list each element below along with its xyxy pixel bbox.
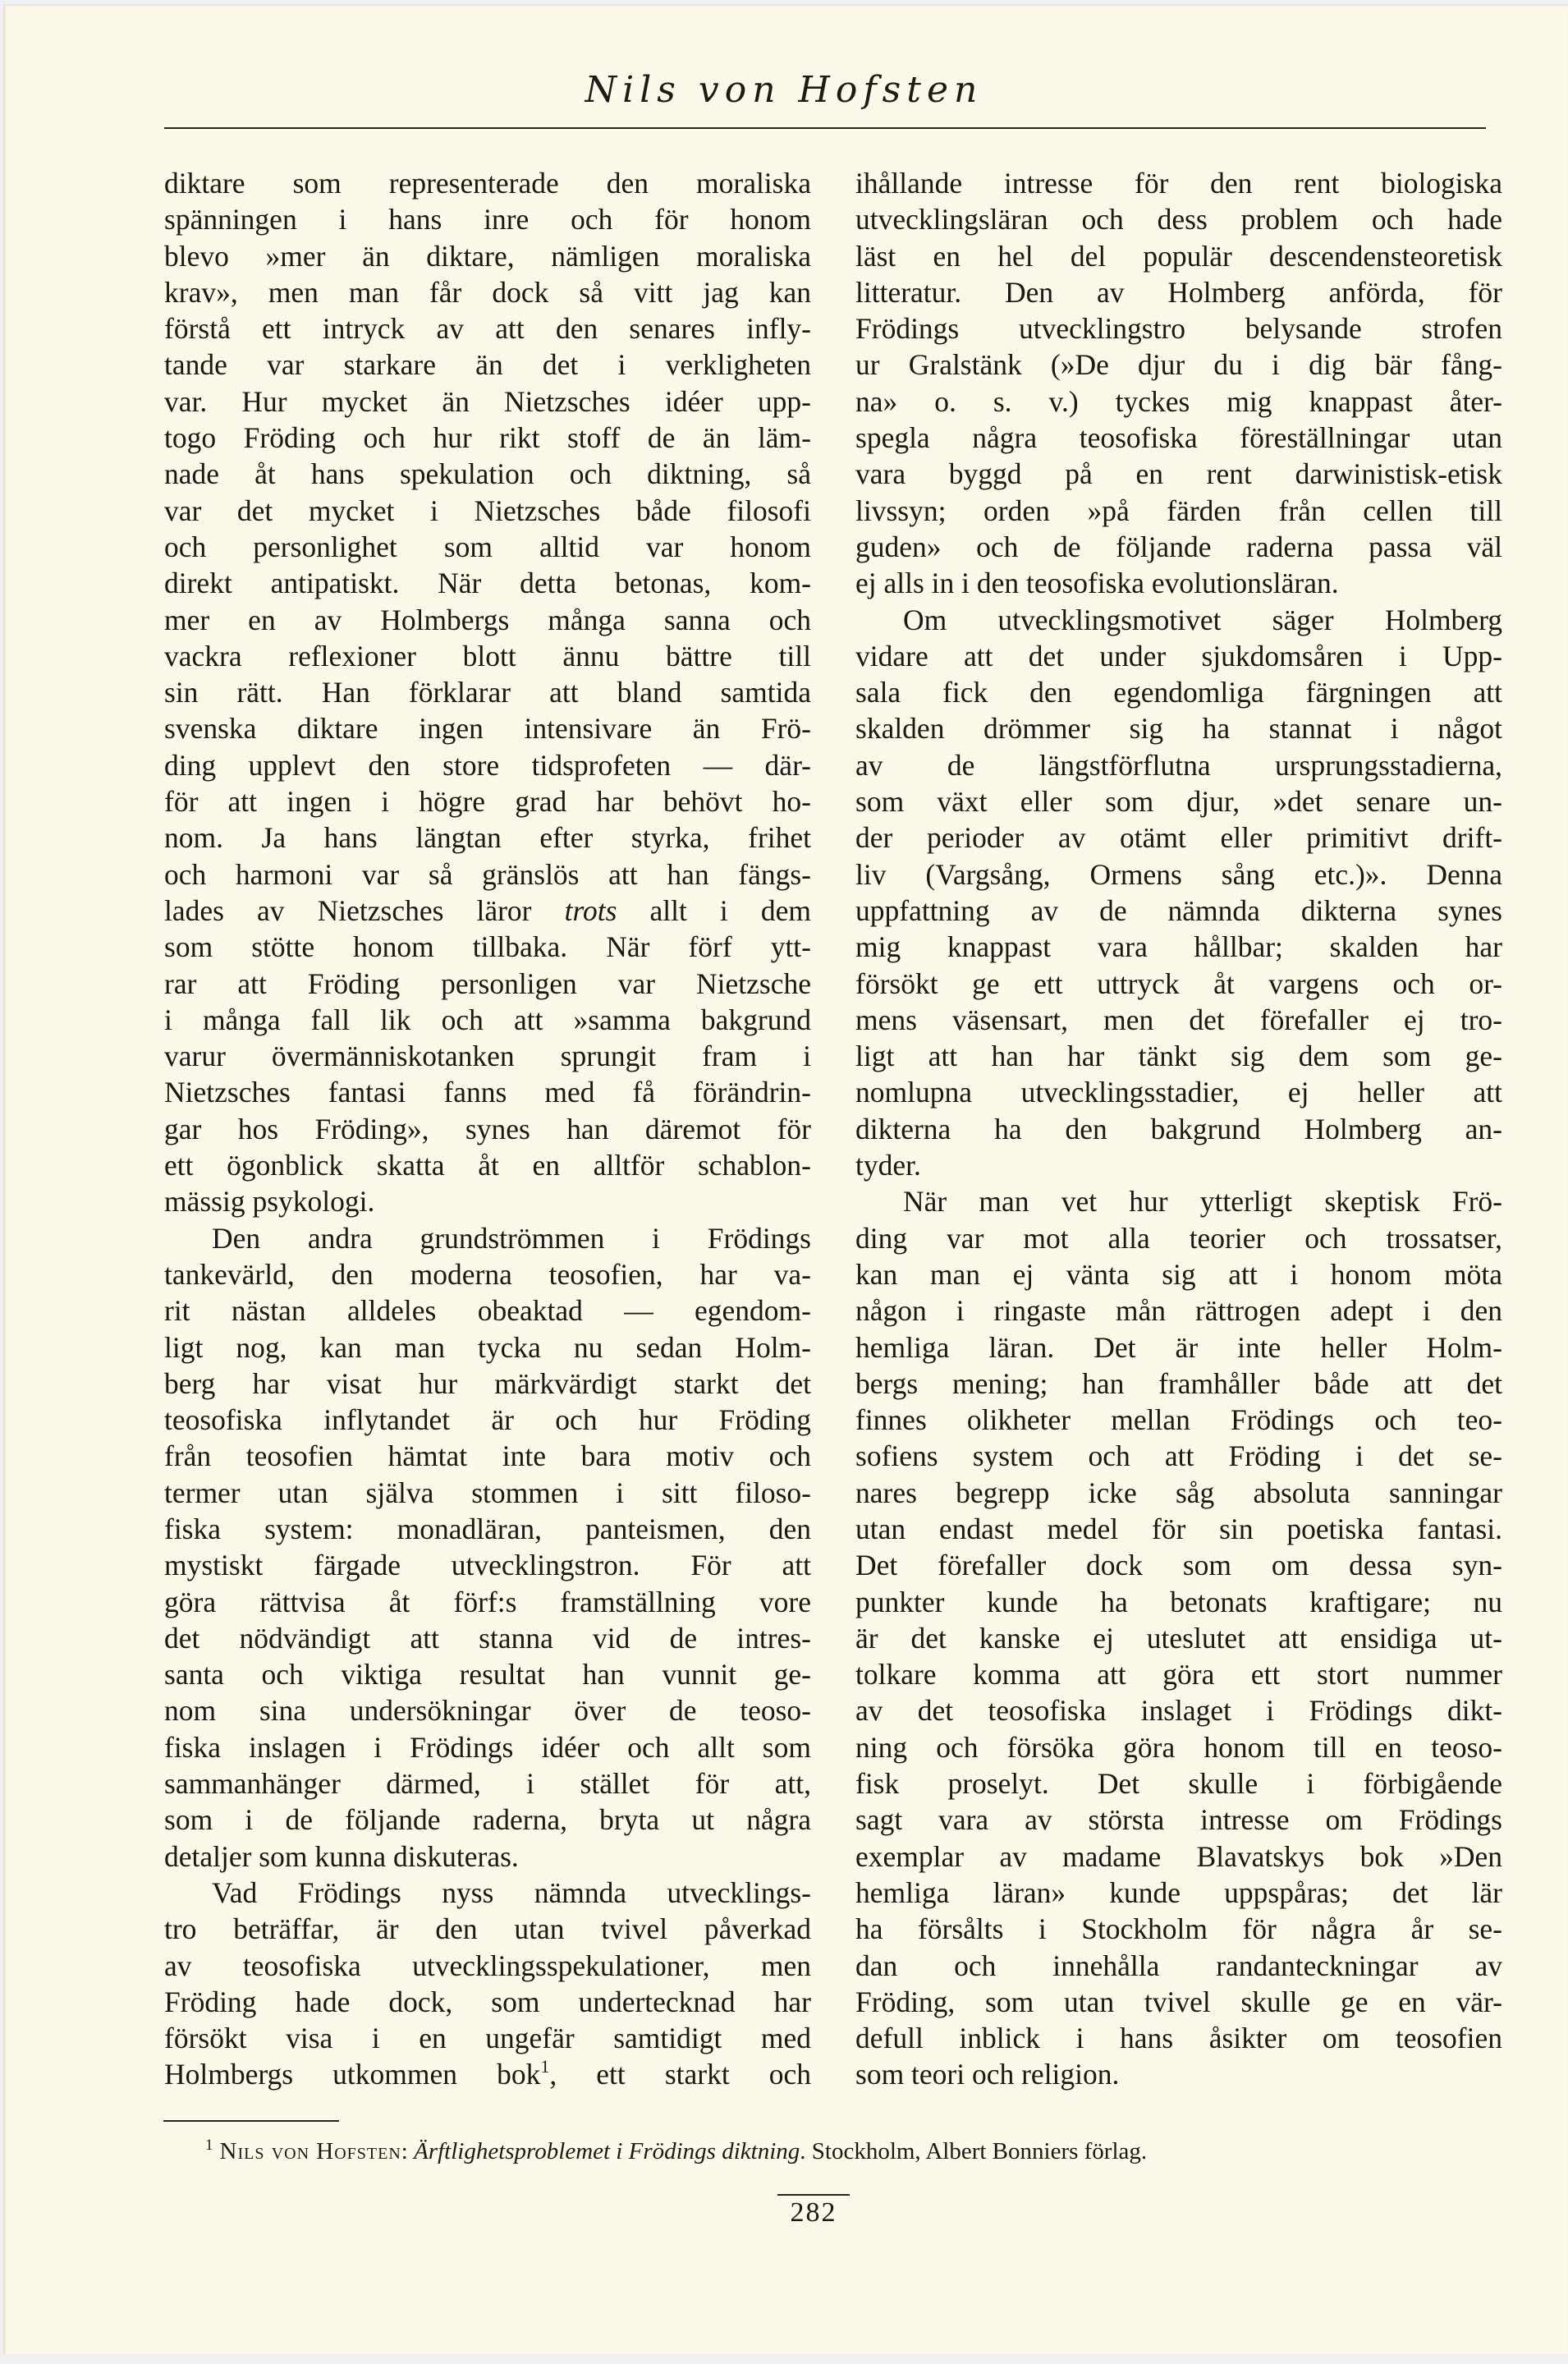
text-line: ligt att han har tänkt sig dem som ge- — [855, 1040, 1502, 1073]
text-line: hemliga läran» kunde uppspåras; det lär — [855, 1875, 1502, 1909]
text-line: tankevärld, den moderna teosofien, har va- — [164, 1257, 811, 1291]
footnote-separator: : — [401, 2138, 415, 2164]
text-line: fiska system: monadläran, panteismen, den — [164, 1512, 811, 1545]
text-line: ligt nog, kan man tycka nu sedan Holm- — [164, 1330, 811, 1364]
text-line: tande var starkare än det i verkligheten — [164, 348, 811, 382]
text-line: Vad Frödings nyss nämnda utvecklings- — [212, 1875, 811, 1909]
text-line: är det kanske ej uteslutet att ensidiga ut- — [855, 1621, 1502, 1655]
text-line: blevo »mer än diktare, nämligen moraliska — [164, 239, 811, 273]
text-line: liv (Vargsång, Ormens sång etc.)». Denna — [855, 857, 1502, 891]
text-line: av det teosofiska inslaget i Frödings dikt- — [855, 1694, 1502, 1728]
text-line: teosofiska inflytandet är och hur Fröding — [164, 1403, 811, 1437]
text-line: na» o. s. v.) tyckes mig knappast åter- — [855, 384, 1502, 418]
text-line: av de längstförflutna ursprungsstadierna, — [855, 748, 1502, 782]
text-line: Det förefaller dock som om dessa syn- — [855, 1549, 1502, 1582]
text-line: varur övermänniskotanken sprungit fram i — [164, 1040, 811, 1073]
text-line: hemliga läran. Det är inte heller Holm- — [855, 1330, 1502, 1364]
text-line: ding upplevt den store tidsprofeten — där- — [164, 748, 811, 782]
text-line: ett ögonblick skatta åt en alltför schablon- — [164, 1149, 811, 1182]
text-line: svenska diktare ingen intensivare än Frö- — [164, 712, 811, 746]
text-line: nom sina undersökningar över de teoso- — [164, 1694, 811, 1728]
text-line: ur Gralstänk (»De djur du i dig bär fång- — [855, 348, 1502, 382]
text-line: rar att Fröding personligen var Nietzsche — [164, 966, 811, 1000]
right-column — [855, 165, 1502, 2093]
footnote-reference[interactable]: 1 — [540, 2056, 550, 2077]
text-line: defull inblick i hans åsikter om teosofien — [855, 2022, 1502, 2055]
text-line: guden» och de följande raderna passa väl — [855, 530, 1502, 563]
text-line: Den andra grundströmmen i Frödings — [212, 1221, 811, 1255]
text-segment: Holmbergs utkommen bok — [164, 2058, 541, 2091]
text-line: kan man ej vänta sig att i honom möta — [855, 1257, 1502, 1291]
text-line: nares begrepp icke såg absoluta sanningar — [855, 1476, 1502, 1509]
text-line — [164, 893, 811, 929]
text-line: rit nästan alldeles obeaktad — egendom- — [164, 1294, 811, 1328]
text-line: När man vet hur ytterligt skeptisk Frö- — [903, 1185, 1502, 1219]
text-line: mystiskt färgade utvecklingstron. För att — [164, 1549, 811, 1582]
text-line: mer en av Holmbergs många sanna och — [164, 603, 811, 636]
text-line: vara byggd på en rent darwinistisk-etisk — [855, 457, 1502, 491]
text-segment: , ett starkt och — [549, 2058, 812, 2091]
text-line: tyder. — [855, 1149, 921, 1182]
footnote-publisher: . Stockholm, Albert Bonniers förlag. — [800, 2138, 1148, 2164]
text-line: spegla några teosofiska föreställningar utan — [855, 421, 1502, 455]
text-line: der perioder av otämt eller primitivt drift- — [855, 821, 1502, 855]
text-line: Fröding, som utan tvivel skulle ge en vär- — [855, 1985, 1502, 2018]
emphasis-text: trots — [564, 893, 617, 927]
text-line: uppfattning av de nämnda dikterna synes — [855, 893, 1502, 927]
text-line: ha försålts i Stockholm för några år se- — [855, 1912, 1502, 1946]
text-line: för att ingen i högre grad har behövt ho- — [164, 785, 811, 819]
text-line: direkt antipatiskt. När detta betonas, kom- — [164, 567, 811, 600]
text-line: från teosofien hämtat inte bara motiv och — [164, 1439, 811, 1473]
text-line: förstå ett intryck av att den senares infly- — [164, 312, 811, 346]
text-line: litteratur. Den av Holmberg anförda, för — [855, 275, 1502, 309]
text-line: läst en hel del populär descendensteoretisk — [855, 239, 1502, 273]
text-line: försökt ge ett uttryck åt vargens och or- — [855, 966, 1502, 1000]
header-rule — [164, 127, 1486, 129]
text-line: ding var mot alla teorier och trossatser, — [855, 1221, 1502, 1255]
text-line: försökt visa i en ungefär samtidigt med — [164, 2022, 811, 2055]
text-line: nade åt hans spekulation och diktning, så — [164, 457, 811, 491]
text-line: livssyn; orden »på färden från cellen till — [855, 493, 1502, 527]
text-line: berg har visat hur märkvärdigt starkt det — [164, 1366, 811, 1400]
text-line: Frödings utvecklingstro belysande strofen — [855, 312, 1502, 346]
text-line: gar hos Fröding», synes han däremot för — [164, 1112, 811, 1145]
text-line: som teori och religion. — [855, 2058, 1120, 2091]
text-line: detaljer som kunna diskuteras. — [164, 1839, 519, 1873]
text-line: dan och innehålla randanteckningar av — [855, 1949, 1502, 1982]
text-line: vackra reflexioner blott ännu bättre till — [164, 639, 811, 672]
text-line: var det mycket i Nietzsches både filosofi — [164, 493, 811, 527]
text-line: nomlupna utvecklingsstadier, ej heller att — [855, 1076, 1502, 1109]
text-line: exemplar av madame Blavatskys bok »Den — [855, 1839, 1502, 1873]
text-line: sammanhänger därmed, i stället för att, — [164, 1767, 811, 1801]
text-line: santa och viktiga resultat han vunnit ge- — [164, 1658, 811, 1692]
text-line: sagt vara av största intresse om Frödings — [855, 1803, 1502, 1837]
text-line: Om utvecklingsmotivet säger Holmberg — [903, 603, 1502, 636]
text-line: ej alls in i den teosofiska evolutionsläran. — [855, 567, 1339, 600]
text-line: tro beträffar, är den utan tvivel påverkad — [164, 1912, 811, 1946]
text-line: mig knappast vara hållbar; skalden har — [855, 930, 1502, 964]
text-line: tolkare komma att göra ett stort nummer — [855, 1658, 1502, 1692]
text-line: utan endast medel för sin poetiska fantasi. — [855, 1512, 1502, 1545]
text-line: som växt eller som djur, »det senare un- — [855, 785, 1502, 819]
text-segment: lades av Nietzsches läror — [164, 893, 565, 927]
text-line: Fröding hade dock, som undertecknad har — [164, 1985, 811, 2018]
text-line: var. Hur mycket än Nietzsches idéer upp- — [164, 384, 811, 418]
text-line: och harmoni var så gränslös att han fängs- — [164, 857, 811, 891]
footnote — [205, 2135, 1486, 2168]
page-number-rule — [777, 2194, 850, 2196]
text-line: ning och försöka göra honom till en teoso- — [855, 1730, 1502, 1764]
text-line: mässig psykologi. — [164, 1185, 375, 1219]
text-line: Nietzsches fantasi fanns med få förändrin- — [164, 1076, 811, 1109]
text-line: termer utan själva stommen i sitt filoso- — [164, 1476, 811, 1509]
text-line: togo Fröding och hur rikt stoff de än läm- — [164, 421, 811, 455]
text-line: som i de följande raderna, bryta ut några — [164, 1803, 811, 1837]
text-line: krav», men man får dock så vitt jag kan — [164, 275, 811, 309]
text-line: dikterna ha den bakgrund Holmberg an- — [855, 1112, 1502, 1145]
running-head: Nils von Hofsten — [585, 69, 983, 111]
text-line: sofiens system och att Fröding i det se- — [855, 1439, 1502, 1473]
footnote-title: Ärftlighetsproblemet i Frödings diktning — [414, 2138, 800, 2164]
text-line — [164, 2056, 811, 2092]
text-line: mens väsensart, men det förefaller ej tro- — [855, 1003, 1502, 1036]
page-number: 282 — [790, 2197, 837, 2228]
text-line: ihållande intresse för den rent biologiska — [855, 167, 1502, 200]
footnote-marker: 1 — [205, 2137, 213, 2154]
text-line: och personlighet som alltid var honom — [164, 530, 811, 563]
text-line: skalden drömmer sig ha stannat i något — [855, 712, 1502, 746]
text-line: som stötte honom tillbaka. När förf ytt- — [164, 930, 811, 964]
text-line: vidare att det under sjukdomsåren i Upp- — [855, 639, 1502, 672]
text-line: sin rätt. Han förklarar att bland samtida — [164, 676, 811, 709]
text-line: bergs mening; han framhåller både att det — [855, 1366, 1502, 1400]
text-line: spänningen i hans inre och för honom — [164, 203, 811, 236]
text-line: nom. Ja hans längtan efter styrka, frihet — [164, 821, 811, 855]
text-line: göra rättvisa åt förf:s framställning vore — [164, 1585, 811, 1618]
text-line: finnes olikheter mellan Frödings och teo- — [855, 1403, 1502, 1437]
text-line: någon i ringaste mån rättrogen adept i den — [855, 1294, 1502, 1328]
text-line: punkter kunde ha betonats kraftigare; nu — [855, 1585, 1502, 1618]
text-line: diktare som representerade den moraliska — [164, 167, 811, 200]
text-line: det nödvändigt att stanna vid de intres- — [164, 1621, 811, 1655]
text-line: i många fall lik och att »samma bakgrund — [164, 1003, 811, 1036]
text-line: fisk proselyt. Det skulle i förbigående — [855, 1767, 1502, 1801]
text-line: utvecklingsläran och dess problem och hade — [855, 203, 1502, 236]
text-segment: allt i dem — [617, 893, 811, 927]
footnote-author: Nils von Hofsten — [219, 2138, 401, 2164]
text-line: av teosofiska utvecklingsspekulationer, men — [164, 1949, 811, 1982]
footnote-rule — [163, 2120, 339, 2122]
text-line: sala fick den egendomliga färgningen att — [855, 676, 1502, 709]
left-column — [164, 165, 811, 2093]
text-line: fiska inslagen i Frödings idéer och allt som — [164, 1730, 811, 1764]
